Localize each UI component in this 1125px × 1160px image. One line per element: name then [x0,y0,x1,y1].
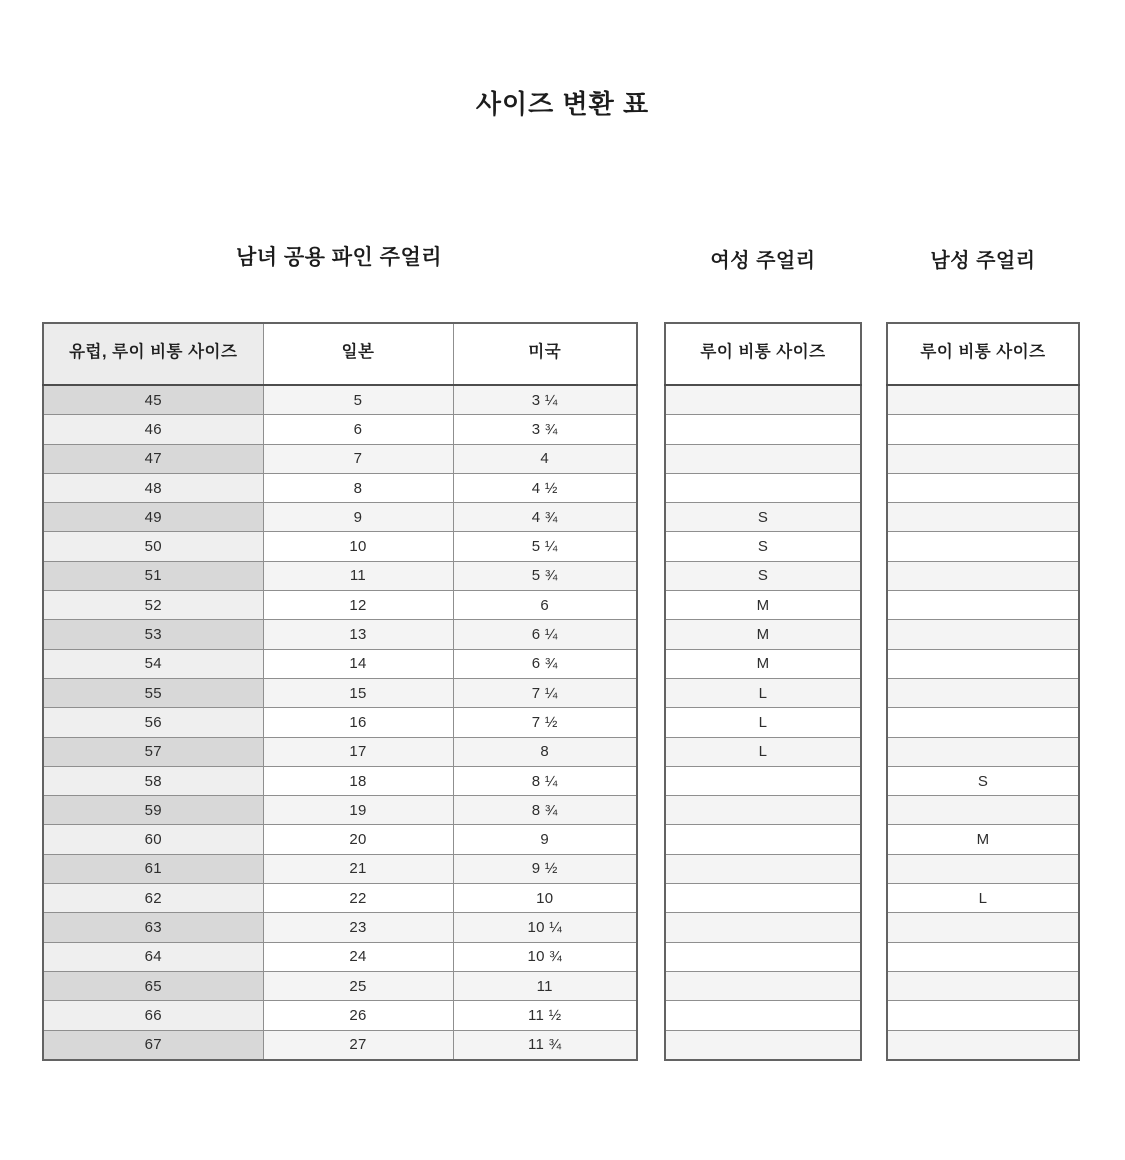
cell-women-lv-size [665,1030,861,1060]
table-row [887,825,1079,854]
cell-japan-size: 25 [263,971,453,1000]
table-row [43,415,637,444]
table-row [665,561,861,590]
table-row [887,678,1079,707]
table-row [665,532,861,561]
table-row [665,444,861,473]
cell-usa-size: 10 [453,884,637,913]
cell-women-lv-size: S [665,532,861,561]
cell-japan-size: 10 [263,532,453,561]
table-row [887,561,1079,590]
cell-usa-size: 4 [453,444,637,473]
table-row [887,473,1079,502]
cell-europe-lv-size: 53 [43,620,263,649]
cell-europe-lv-size: 56 [43,708,263,737]
table-row [665,796,861,825]
cell-japan-size: 24 [263,942,453,971]
table-row [887,591,1079,620]
cell-men-lv-size [887,473,1079,502]
cell-europe-lv-size: 47 [43,444,263,473]
table-row [665,737,861,766]
cell-europe-lv-size: 59 [43,796,263,825]
cell-usa-size: 8 ¼ [453,766,637,795]
table-row [665,503,861,532]
table-row [665,415,861,444]
cell-europe-lv-size: 60 [43,825,263,854]
table-row [887,766,1079,795]
cell-japan-size: 22 [263,884,453,913]
table-row [887,444,1079,473]
cell-men-lv-size [887,1001,1079,1030]
cell-women-lv-size: L [665,678,861,707]
cell-japan-size: 7 [263,444,453,473]
table-row [43,884,637,913]
table-row [43,473,637,502]
cell-europe-lv-size: 49 [43,503,263,532]
cell-europe-lv-size: 51 [43,561,263,590]
page-title: 사이즈 변환 표 [475,89,650,119]
cell-japan-size: 26 [263,1001,453,1030]
table-row [665,1030,861,1060]
cell-europe-lv-size: 61 [43,854,263,883]
cell-europe-lv-size: 54 [43,649,263,678]
table-row [887,620,1079,649]
table-row [887,942,1079,971]
cell-europe-lv-size: 45 [43,385,263,415]
table-row [887,385,1079,415]
table-row [665,971,861,1000]
table-row [665,591,861,620]
table-row [887,1001,1079,1030]
cell-men-lv-size: L [887,884,1079,913]
cell-usa-size: 9 [453,825,637,854]
table-row [43,678,637,707]
table-row [43,913,637,942]
cell-women-lv-size [665,766,861,795]
table-row [887,708,1079,737]
table-row [43,1030,637,1060]
cell-japan-size: 6 [263,415,453,444]
cell-women-lv-size: S [665,503,861,532]
cell-men-lv-size [887,854,1079,883]
table-row [43,620,637,649]
table-row [43,649,637,678]
table-row [665,620,861,649]
cell-europe-lv-size: 46 [43,415,263,444]
cell-women-lv-size: S [665,561,861,590]
cell-men-lv-size: S [887,766,1079,795]
cell-men-lv-size [887,561,1079,590]
table-row [43,825,637,854]
cell-usa-size: 7 ¼ [453,678,637,707]
cell-men-lv-size [887,532,1079,561]
cell-women-lv-size: L [665,737,861,766]
table-row [43,854,637,883]
cell-men-lv-size [887,385,1079,415]
cell-women-lv-size [665,971,861,1000]
cell-usa-size: 3 ¾ [453,415,637,444]
table-row [665,649,861,678]
table-row [887,884,1079,913]
cell-usa-size: 9 ½ [453,854,637,883]
cell-europe-lv-size: 63 [43,913,263,942]
cell-women-lv-size [665,942,861,971]
cell-usa-size: 10 ¾ [453,942,637,971]
cell-japan-size: 17 [263,737,453,766]
cell-usa-size: 5 ¾ [453,561,637,590]
column-header-lv-size-men: 루이 비통 사이즈 [887,323,1079,385]
table-row [665,473,861,502]
cell-europe-lv-size: 52 [43,591,263,620]
cell-men-lv-size [887,444,1079,473]
cell-europe-lv-size: 58 [43,766,263,795]
table-row [887,503,1079,532]
table-row [43,708,637,737]
cell-europe-lv-size: 65 [43,971,263,1000]
cell-women-lv-size: M [665,649,861,678]
cell-usa-size: 5 ¼ [453,532,637,561]
cell-women-lv-size: M [665,591,861,620]
cell-usa-size: 6 ¾ [453,649,637,678]
table-row [887,415,1079,444]
table-row [665,913,861,942]
table-row [887,796,1079,825]
column-header-japan: 일본 [263,323,453,385]
cell-men-lv-size [887,503,1079,532]
cell-usa-size: 4 ¾ [453,503,637,532]
table-row [43,737,637,766]
table-row [43,561,637,590]
cell-men-lv-size [887,737,1079,766]
cell-women-lv-size [665,913,861,942]
section-title-men-jewelry: 남성 주얼리 [930,250,1036,272]
table-row [43,971,637,1000]
cell-japan-size: 9 [263,503,453,532]
cell-europe-lv-size: 64 [43,942,263,971]
table-row [665,708,861,737]
cell-men-lv-size [887,415,1079,444]
cell-japan-size: 19 [263,796,453,825]
column-header-usa: 미국 [453,323,637,385]
cell-men-lv-size [887,942,1079,971]
cell-japan-size: 11 [263,561,453,590]
cell-men-lv-size [887,1030,1079,1060]
cell-women-lv-size [665,415,861,444]
table-row [887,532,1079,561]
cell-women-lv-size [665,825,861,854]
cell-men-lv-size [887,708,1079,737]
table-row [665,884,861,913]
cell-usa-size: 11 ½ [453,1001,637,1030]
cell-men-lv-size [887,591,1079,620]
women-lv-size-table [664,322,862,1061]
men-lv-size-table [886,322,1080,1061]
cell-men-lv-size [887,971,1079,1000]
cell-japan-size: 23 [263,913,453,942]
cell-japan-size: 18 [263,766,453,795]
cell-usa-size: 6 ¼ [453,620,637,649]
cell-women-lv-size [665,385,861,415]
column-header-europe-lv-size: 유럽, 루이 비통 사이즈 [43,323,263,385]
cell-japan-size: 15 [263,678,453,707]
column-header-lv-size-women: 루이 비통 사이즈 [665,323,861,385]
cell-women-lv-size [665,854,861,883]
cell-europe-lv-size: 66 [43,1001,263,1030]
cell-japan-size: 5 [263,385,453,415]
table-row [43,1001,637,1030]
cell-europe-lv-size: 48 [43,473,263,502]
cell-europe-lv-size: 50 [43,532,263,561]
table-row [665,1001,861,1030]
cell-usa-size: 10 ¼ [453,913,637,942]
table-row [665,385,861,415]
cell-japan-size: 14 [263,649,453,678]
cell-europe-lv-size: 57 [43,737,263,766]
cell-europe-lv-size: 55 [43,678,263,707]
cell-usa-size: 8 [453,737,637,766]
table-row [43,591,637,620]
table-row [43,532,637,561]
cell-usa-size: 3 ¼ [453,385,637,415]
cell-europe-lv-size: 62 [43,884,263,913]
cell-men-lv-size [887,796,1079,825]
cell-women-lv-size: L [665,708,861,737]
cell-women-lv-size: M [665,620,861,649]
unisex-size-conversion-table [42,322,638,1061]
table-row [887,737,1079,766]
table-row [43,503,637,532]
cell-usa-size: 11 ¾ [453,1030,637,1060]
cell-women-lv-size [665,1001,861,1030]
cell-women-lv-size [665,884,861,913]
cell-japan-size: 16 [263,708,453,737]
table-row [887,854,1079,883]
cell-men-lv-size [887,620,1079,649]
header-row [665,323,861,385]
table-row [43,444,637,473]
cell-usa-size: 4 ½ [453,473,637,502]
cell-men-lv-size [887,913,1079,942]
table-row [665,825,861,854]
table-row [43,796,637,825]
cell-japan-size: 27 [263,1030,453,1060]
cell-usa-size: 11 [453,971,637,1000]
cell-japan-size: 12 [263,591,453,620]
cell-japan-size: 8 [263,473,453,502]
cell-usa-size: 7 ½ [453,708,637,737]
header-row [887,323,1079,385]
table-row [887,913,1079,942]
table-row [665,854,861,883]
cell-japan-size: 21 [263,854,453,883]
cell-women-lv-size [665,473,861,502]
cell-men-lv-size [887,649,1079,678]
cell-japan-size: 20 [263,825,453,854]
cell-europe-lv-size: 67 [43,1030,263,1060]
cell-women-lv-size [665,796,861,825]
header-row [43,323,637,385]
cell-men-lv-size: M [887,825,1079,854]
table-row [43,385,637,415]
table-row [665,942,861,971]
table-row [887,649,1079,678]
table-row [665,678,861,707]
table-row [43,942,637,971]
cell-women-lv-size [665,444,861,473]
cell-japan-size: 13 [263,620,453,649]
section-title-women-jewelry: 여성 주얼리 [710,250,816,272]
table-row [887,1030,1079,1060]
table-row [43,766,637,795]
cell-men-lv-size [887,678,1079,707]
cell-usa-size: 8 ¾ [453,796,637,825]
section-title-unisex-fine-jewelry: 남녀 공용 파인 주얼리 [235,246,443,269]
table-row [665,766,861,795]
cell-usa-size: 6 [453,591,637,620]
table-row [887,971,1079,1000]
